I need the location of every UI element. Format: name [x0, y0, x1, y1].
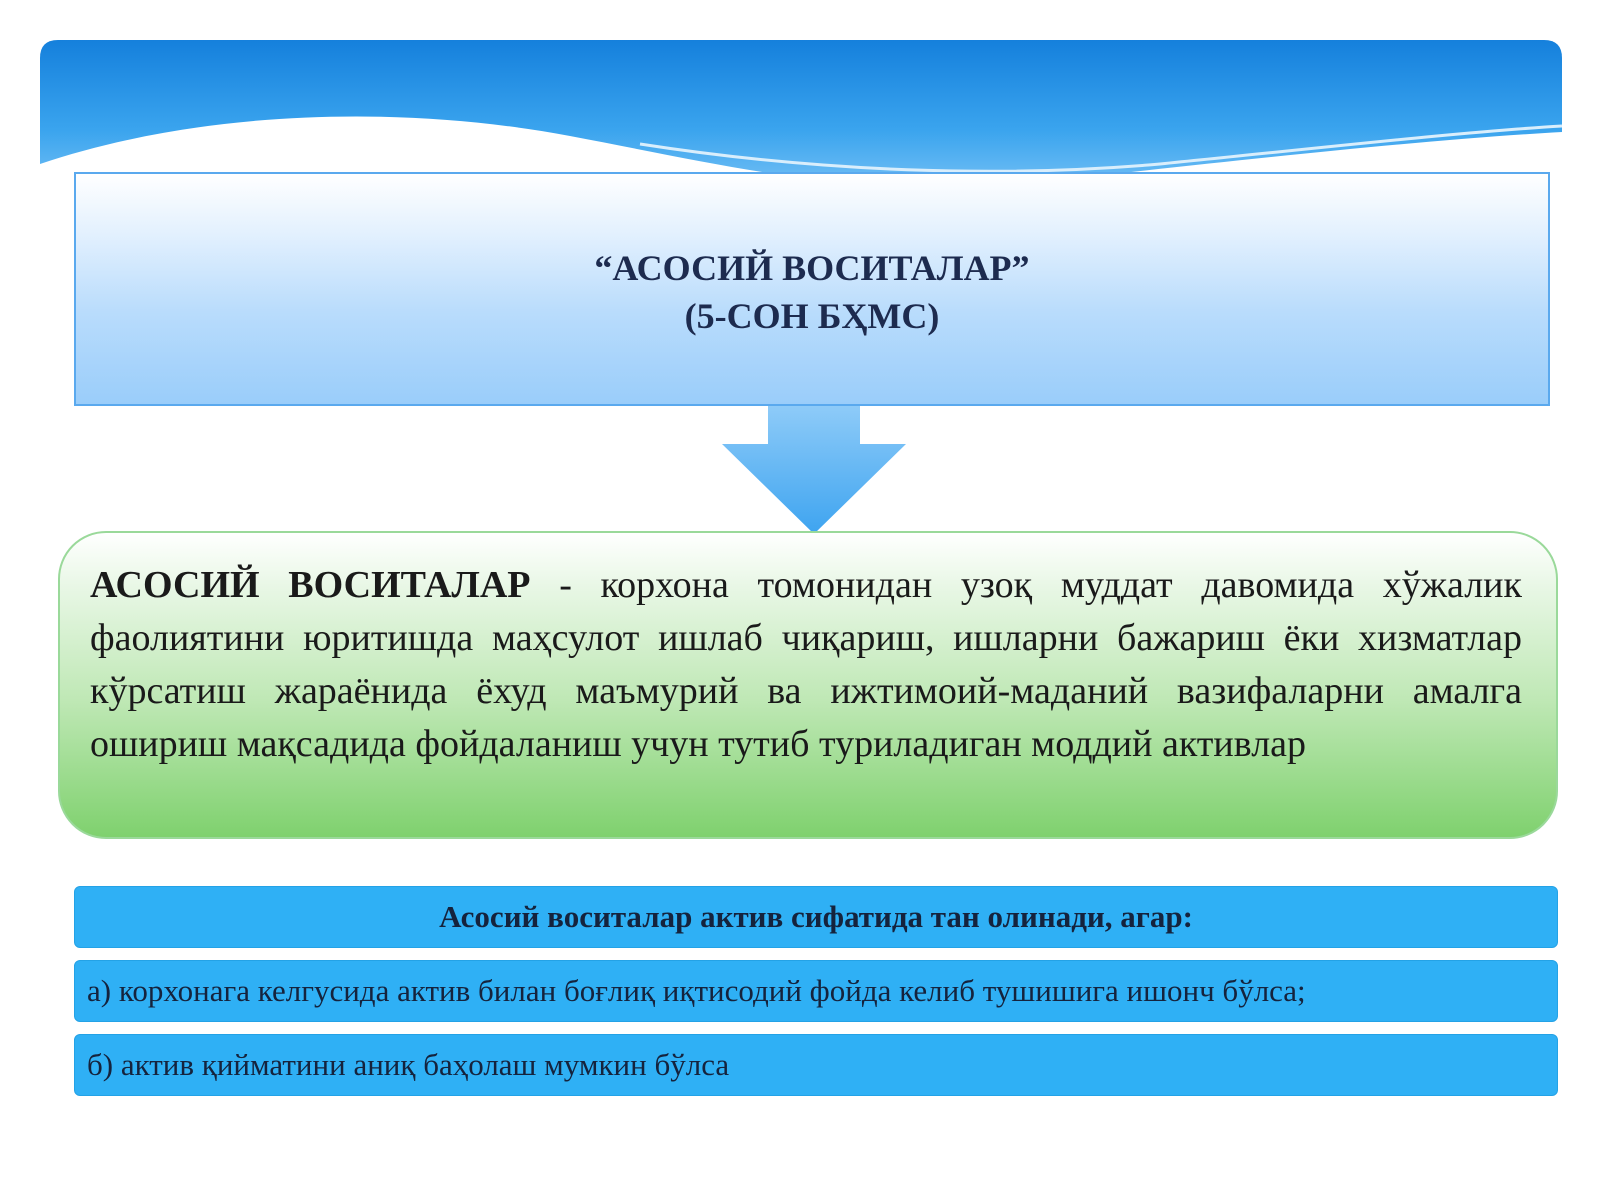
criteria-header: Асосий воситалар актив сифатида тан олинади, агар: [74, 886, 1558, 948]
criteria-item-b: б) актив қийматини аниқ баҳолаш мумкин бўлса [74, 1034, 1558, 1096]
definition-paragraph [90, 559, 1522, 771]
standard-title-box [74, 172, 1550, 406]
down-arrow-icon [722, 406, 906, 534]
standard-number: (5-СОН БҲМС) [684, 296, 940, 336]
definition-box [58, 531, 1558, 839]
standard-title: “АСОСИЙ ВОСИТАЛАР” [594, 248, 1030, 288]
definition-term: АСОСИЙ ВОСИТАЛАР [90, 564, 531, 606]
definition-text: - корхона томонидан узоқ муддат давомида хўжалик фаолиятини юритишда маҳсулот ишлаб чиқариш, ишларни бажариш ёки хизматлар кўрсатиш жараёнида ёхуд маъмурий ва ижтимоий-маданий вазифаларни амалга ошириш мақсадида фойдаланиш учун тутиб туриладиган моддий активлар [90, 564, 1522, 765]
criteria-item-a: а) корхонага келгусида актив билан боғлиқ иқтисодий фойда келиб тушишига ишонч бўлса; [74, 960, 1558, 1022]
